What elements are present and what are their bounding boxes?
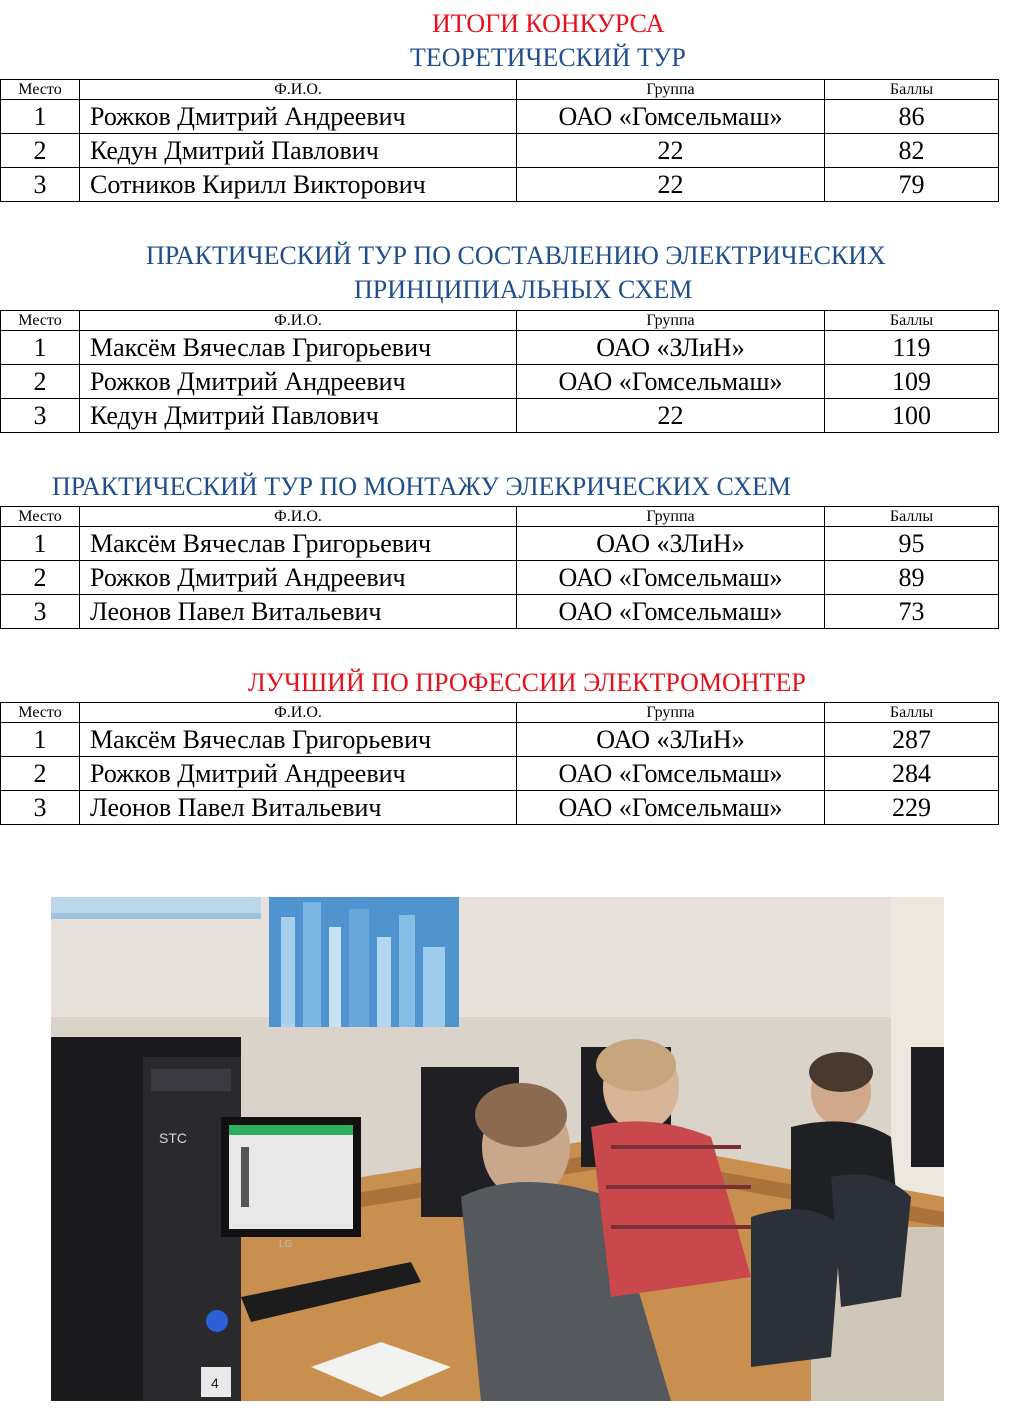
page-title: ИТОГИ КОНКУРСА xyxy=(432,9,665,38)
column-header-score: Баллы xyxy=(825,311,999,331)
place-cell: 1 xyxy=(1,723,80,757)
column-header-name: Ф.И.О. xyxy=(80,703,517,723)
station-number-label: 4 xyxy=(211,1375,219,1391)
group-cell: 22 xyxy=(517,134,825,168)
name-cell: Рожков Дмитрий Андреевич xyxy=(80,757,517,791)
group-cell: ОАО «ЗЛиН» xyxy=(517,527,825,561)
name-cell: Максём Вячеслав Григорьевич xyxy=(80,527,517,561)
group-cell: ОАО «ЗЛиН» xyxy=(517,331,825,365)
column-header-group: Группа xyxy=(517,507,825,527)
column-header-group: Группа xyxy=(517,80,825,100)
table-row xyxy=(1,365,999,399)
name-cell: Леонов Павел Витальевич xyxy=(80,791,517,825)
place-cell: 1 xyxy=(1,331,80,365)
results-table-assembly xyxy=(0,506,999,629)
table-row xyxy=(1,100,999,134)
case-brand-label: STC xyxy=(159,1130,187,1146)
group-cell: 22 xyxy=(517,168,825,202)
score-cell: 79 xyxy=(825,168,999,202)
table-row xyxy=(1,723,999,757)
results-table-theory xyxy=(0,79,999,202)
table-header-row xyxy=(1,507,999,527)
group-cell: ОАО «Гомсельмаш» xyxy=(517,757,825,791)
name-cell: Максём Вячеслав Григорьевич xyxy=(80,331,517,365)
table-row xyxy=(1,757,999,791)
table-row xyxy=(1,595,999,629)
score-cell: 229 xyxy=(825,791,999,825)
name-cell: Рожков Дмитрий Андреевич xyxy=(80,365,517,399)
column-header-score: Баллы xyxy=(825,703,999,723)
score-cell: 86 xyxy=(825,100,999,134)
name-cell: Рожков Дмитрий Андреевич xyxy=(80,561,517,595)
name-cell: Рожков Дмитрий Андреевич xyxy=(80,100,517,134)
name-cell: Сотников Кирилл Викторович xyxy=(80,168,517,202)
table-header-row xyxy=(1,703,999,723)
group-cell: ОАО «Гомсельмаш» xyxy=(517,595,825,629)
place-cell: 3 xyxy=(1,168,80,202)
score-cell: 119 xyxy=(825,331,999,365)
section-title-schemes-line2: ПРИНЦИПИАЛЬНЫХ СХЕМ xyxy=(354,275,693,304)
column-header-name: Ф.И.О. xyxy=(80,507,517,527)
column-header-place: Место xyxy=(1,703,80,723)
table-header-row xyxy=(1,80,999,100)
group-cell: ОАО «Гомсельмаш» xyxy=(517,365,825,399)
place-cell: 1 xyxy=(1,100,80,134)
name-cell: Кедун Дмитрий Павлович xyxy=(80,399,517,433)
column-header-score: Баллы xyxy=(825,80,999,100)
table-row xyxy=(1,331,999,365)
table-row xyxy=(1,168,999,202)
place-cell: 2 xyxy=(1,134,80,168)
place-cell: 3 xyxy=(1,399,80,433)
column-header-place: Место xyxy=(1,311,80,331)
table-row xyxy=(1,527,999,561)
place-cell: 2 xyxy=(1,757,80,791)
column-header-place: Место xyxy=(1,80,80,100)
name-cell: Кедун Дмитрий Павлович xyxy=(80,134,517,168)
table-row xyxy=(1,791,999,825)
column-header-place: Место xyxy=(1,507,80,527)
column-header-name: Ф.И.О. xyxy=(80,311,517,331)
section-title-theory: ТЕОРЕТИЧЕСКИЙ ТУР xyxy=(410,43,686,72)
score-cell: 284 xyxy=(825,757,999,791)
table-row xyxy=(1,561,999,595)
results-table-schemes xyxy=(0,310,999,433)
column-header-group: Группа xyxy=(517,311,825,331)
group-cell: 22 xyxy=(517,399,825,433)
column-header-group: Группа xyxy=(517,703,825,723)
place-cell: 2 xyxy=(1,561,80,595)
name-cell: Леонов Павел Витальевич xyxy=(80,595,517,629)
score-cell: 89 xyxy=(825,561,999,595)
table-row xyxy=(1,399,999,433)
section-title-assembly: ПРАКТИЧЕСКИЙ ТУР ПО МОНТАЖУ ЭЛЕКРИЧЕСКИХ СХЕМ xyxy=(52,472,791,501)
section-title-schemes: ПРАКТИЧЕСКИЙ ТУР ПО СОСТАВЛЕНИЮ ЭЛЕКТРИЧЕСКИХ xyxy=(146,241,886,270)
section-title-best: ЛУЧШИЙ ПО ПРОФЕССИИ ЭЛЕКТРОМОНТЕР xyxy=(248,668,806,697)
place-cell: 3 xyxy=(1,595,80,629)
table-row xyxy=(1,134,999,168)
score-cell: 82 xyxy=(825,134,999,168)
results-table-best xyxy=(0,702,999,825)
score-cell: 109 xyxy=(825,365,999,399)
group-cell: ОАО «Гомсельмаш» xyxy=(517,791,825,825)
table-header-row xyxy=(1,311,999,331)
name-cell: Максём Вячеслав Григорьевич xyxy=(80,723,517,757)
place-cell: 2 xyxy=(1,365,80,399)
monitor-brand-label: LG xyxy=(279,1239,293,1250)
photo-illustration xyxy=(51,897,944,1401)
group-cell: ОАО «ЗЛиН» xyxy=(517,723,825,757)
place-cell: 1 xyxy=(1,527,80,561)
score-cell: 287 xyxy=(825,723,999,757)
score-cell: 95 xyxy=(825,527,999,561)
group-cell: ОАО «Гомсельмаш» xyxy=(517,561,825,595)
column-header-name: Ф.И.О. xyxy=(80,80,517,100)
column-header-score: Баллы xyxy=(825,507,999,527)
group-cell: ОАО «Гомсельмаш» xyxy=(517,100,825,134)
score-cell: 73 xyxy=(825,595,999,629)
score-cell: 100 xyxy=(825,399,999,433)
competition-photo xyxy=(51,897,944,1401)
place-cell: 3 xyxy=(1,791,80,825)
